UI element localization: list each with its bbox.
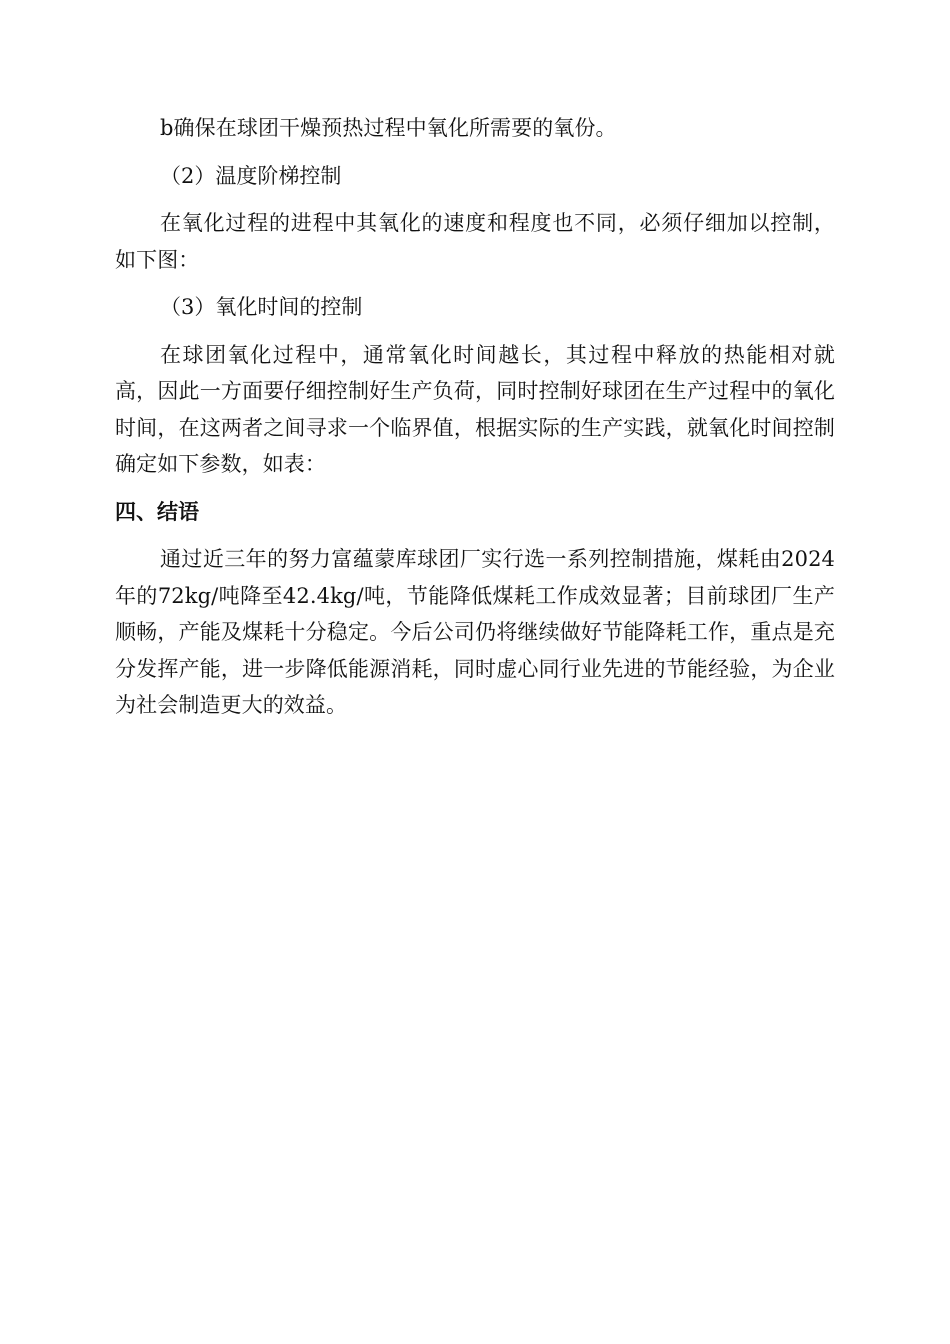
paragraph-oxygen-supply: b确保在球团干燥预热过程中氧化所需要的氧份。: [160, 116, 617, 140]
paragraph-temperature-control: 在氧化过程的进程中其氧化的速度和程度也不同，必须仔细加以控制，如下图：: [115, 211, 835, 272]
document-body: [115, 110, 835, 735]
subheading-oxidation-time-control: （3）氧化时间的控制: [160, 295, 363, 319]
subheading-temperature-gradient-control: （2）温度阶梯控制: [160, 163, 342, 188]
paragraph-conclusion: 通过近三年的努力富蕴蒙库球团厂实行选一系列控制措施，煤耗由2024年的72kg/吨降至42.4kg/吨，节能降低煤耗工作成效显著；目前球团厂生产顺畅，产能及煤耗十分稳定。今后公司仍将继续做好节能降耗工作，重点是充分发挥产能，进一步降低能源消耗，同时虚心同行业先进的节能经验，为企业为社会制造更大的效益。: [115, 547, 835, 717]
section-heading-conclusion: 四、结语: [115, 499, 199, 524]
paragraph-oxidation-time: 在球团氧化过程中，通常氧化时间越长，其过程中释放的热能相对就高，因此一方面要仔细控制好生产负荷，同时控制好球团在生产过程中的氧化时间，在这两者之间寻求一个临界值，根据实际的生产实践，就氧化时间控制确定如下参数，如表：: [115, 342, 835, 476]
